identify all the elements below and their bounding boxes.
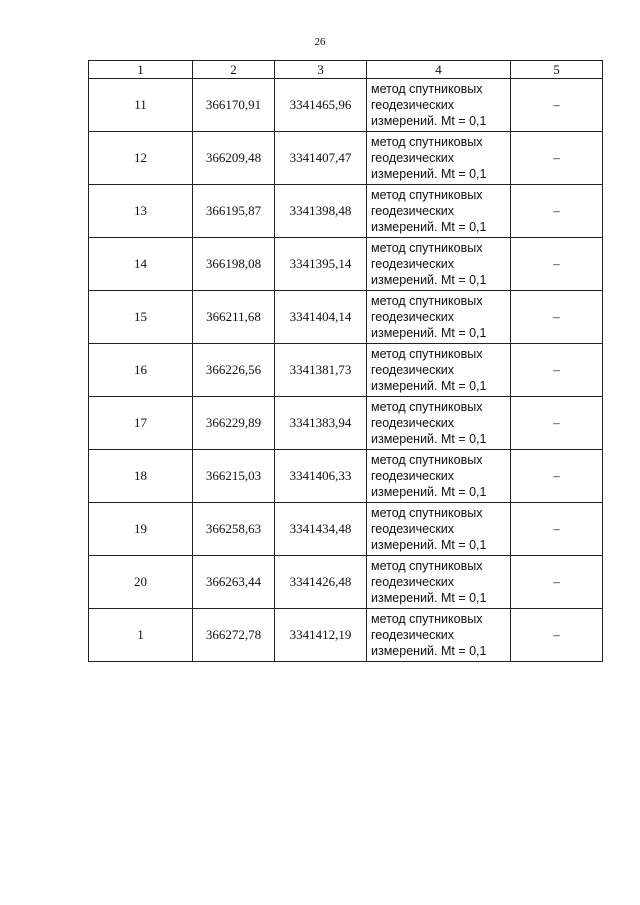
note-cell: –	[511, 185, 603, 238]
table-row	[89, 291, 603, 344]
method-line: геодезических	[371, 363, 455, 377]
method-line: метод спутниковых	[371, 135, 483, 149]
method-cell	[367, 344, 511, 397]
x-coordinate-cell: 366198,08	[193, 238, 275, 291]
method-line: метод спутниковых	[371, 559, 483, 573]
x-coordinate-cell: 366170,91	[193, 79, 275, 132]
note-cell: –	[511, 397, 603, 450]
table-row	[89, 503, 603, 556]
y-coordinate-cell: 3341465,96	[275, 79, 367, 132]
header-col-3: 3	[275, 61, 367, 79]
point-number-cell: 18	[89, 450, 193, 503]
y-coordinate-cell: 3341434,48	[275, 503, 367, 556]
x-coordinate-cell: 366272,78	[193, 609, 275, 662]
point-number-cell: 16	[89, 344, 193, 397]
method-cell	[367, 556, 511, 609]
method-line: метод спутниковых	[371, 453, 483, 467]
y-coordinate-cell: 3341404,14	[275, 291, 367, 344]
point-number-cell: 11	[89, 79, 193, 132]
x-coordinate-cell: 366195,87	[193, 185, 275, 238]
header-col-5: 5	[511, 61, 603, 79]
method-line: геодезических	[371, 628, 455, 642]
table-row	[89, 609, 603, 662]
point-number-cell: 19	[89, 503, 193, 556]
table-row	[89, 344, 603, 397]
method-line: метод спутниковых	[371, 241, 483, 255]
point-number-cell: 20	[89, 556, 193, 609]
table-row	[89, 132, 603, 185]
method-line: измерений. Mt = 0,1	[371, 432, 487, 446]
method-line: геодезических	[371, 204, 455, 218]
table-row	[89, 79, 603, 132]
method-line: измерений. Mt = 0,1	[371, 114, 487, 128]
note-cell: –	[511, 556, 603, 609]
x-coordinate-cell: 366226,56	[193, 344, 275, 397]
method-cell	[367, 609, 511, 662]
header-col-1: 1	[89, 61, 193, 79]
y-coordinate-cell: 3341381,73	[275, 344, 367, 397]
method-line: геодезических	[371, 575, 455, 589]
method-line: метод спутниковых	[371, 188, 483, 202]
note-cell: –	[511, 609, 603, 662]
method-line: геодезических	[371, 310, 455, 324]
y-coordinate-cell: 3341395,14	[275, 238, 367, 291]
y-coordinate-cell: 3341406,33	[275, 450, 367, 503]
method-cell	[367, 503, 511, 556]
point-number-cell: 1	[89, 609, 193, 662]
method-cell	[367, 450, 511, 503]
x-coordinate-cell: 366229,89	[193, 397, 275, 450]
method-line: метод спутниковых	[371, 347, 483, 361]
y-coordinate-cell: 3341407,47	[275, 132, 367, 185]
method-cell	[367, 238, 511, 291]
table-header	[89, 61, 603, 79]
method-cell	[367, 185, 511, 238]
method-cell	[367, 397, 511, 450]
x-coordinate-cell: 366263,44	[193, 556, 275, 609]
table-row	[89, 556, 603, 609]
y-coordinate-cell: 3341426,48	[275, 556, 367, 609]
point-number-cell: 14	[89, 238, 193, 291]
note-cell: –	[511, 132, 603, 185]
table-body	[89, 79, 603, 662]
method-line: метод спутниковых	[371, 294, 483, 308]
y-coordinate-cell: 3341383,94	[275, 397, 367, 450]
method-line: метод спутниковых	[371, 82, 483, 96]
y-coordinate-cell: 3341412,19	[275, 609, 367, 662]
note-cell: –	[511, 344, 603, 397]
table-row	[89, 185, 603, 238]
point-number-cell: 13	[89, 185, 193, 238]
method-line: измерений. Mt = 0,1	[371, 326, 487, 340]
table-row	[89, 238, 603, 291]
x-coordinate-cell: 366215,03	[193, 450, 275, 503]
method-line: геодезических	[371, 151, 455, 165]
method-line: измерений. Mt = 0,1	[371, 220, 487, 234]
point-number-cell: 17	[89, 397, 193, 450]
y-coordinate-cell: 3341398,48	[275, 185, 367, 238]
note-cell: –	[511, 503, 603, 556]
header-col-2: 2	[193, 61, 275, 79]
method-cell	[367, 79, 511, 132]
coordinates-table	[88, 60, 603, 662]
note-cell: –	[511, 291, 603, 344]
method-line: измерений. Mt = 0,1	[371, 379, 487, 393]
table-row	[89, 450, 603, 503]
method-line: метод спутниковых	[371, 506, 483, 520]
method-cell	[367, 291, 511, 344]
note-cell: –	[511, 238, 603, 291]
note-cell: –	[511, 450, 603, 503]
method-line: геодезических	[371, 416, 455, 430]
method-line: метод спутниковых	[371, 400, 483, 414]
header-row	[89, 61, 603, 79]
method-line: геодезических	[371, 469, 455, 483]
method-line: метод спутниковых	[371, 612, 483, 626]
method-line: геодезических	[371, 257, 455, 271]
x-coordinate-cell: 366209,48	[193, 132, 275, 185]
x-coordinate-cell: 366211,68	[193, 291, 275, 344]
method-line: измерений. Mt = 0,1	[371, 644, 487, 658]
table-row	[89, 397, 603, 450]
x-coordinate-cell: 366258,63	[193, 503, 275, 556]
method-line: геодезических	[371, 98, 455, 112]
method-line: измерений. Mt = 0,1	[371, 538, 487, 552]
method-line: измерений. Mt = 0,1	[371, 167, 487, 181]
page-number: 26	[314, 36, 326, 48]
method-line: геодезических	[371, 522, 455, 536]
method-line: измерений. Mt = 0,1	[371, 591, 487, 605]
method-line: измерений. Mt = 0,1	[371, 485, 487, 499]
header-col-4: 4	[367, 61, 511, 79]
point-number-cell: 15	[89, 291, 193, 344]
method-line: измерений. Mt = 0,1	[371, 273, 487, 287]
method-cell	[367, 132, 511, 185]
point-number-cell: 12	[89, 132, 193, 185]
note-cell: –	[511, 79, 603, 132]
